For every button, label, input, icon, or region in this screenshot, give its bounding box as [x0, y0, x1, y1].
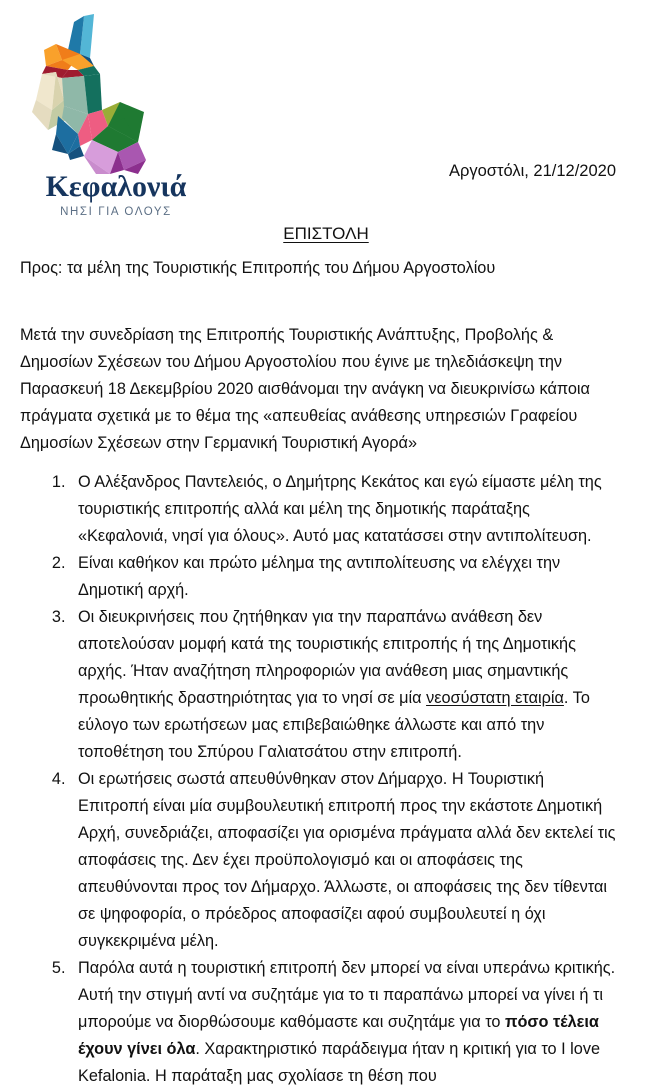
letter-body — [20, 255, 632, 1090]
recipient-line: Προς: τα μέλη της Τουριστικής Επιτροπής του Δήμου Αργοστολίου — [20, 259, 496, 277]
numbered-points-list — [20, 469, 632, 1090]
list-item-text: Ο Αλέξανδρος Παντελειός, ο Δημήτρης Κεκάτος και εγώ είμαστε μέλη της τουριστικής επιτροπής αλλά και μέλη της δημοτικής παράταξης «Κεφαλονιά, νησί για όλους». Αυτό μας κατατάσσει στην αντιπολίτευση. — [78, 473, 602, 545]
page-title — [0, 222, 652, 246]
list-item — [70, 469, 618, 550]
intro-paragraph: Μετά την συνεδρίαση της Επιτροπής Τουριστικής Ανάπτυξης, Προβολής & Δημοσίων Σχέσεων του Δήμου Αργοστολίου που έγινε με τηλεδιάσκεψη την Παρασκευή 18 Δεκεμβρίου 2020 αισθάνομαι την ανάγκη να διευκρινίσω κάποια πράγματα σχετικά με το θέμα της «απευθείας ανάθεσης υπηρεσιών Γραφείου Δημοσίων Σχέσεων στην Γερμανική Τουριστική Αγορά» — [20, 326, 590, 452]
list-item-text: . Το εύλογο των ερωτήσεων μας επιβεβαιώθηκε άλλωστε και από την τοποθέτηση του Σπύρου Γαλιατσάτου στην επιτροπή. — [78, 689, 590, 761]
list-item-text: Παρόλα αυτά η τουριστική επιτροπή δεν μπορεί να είναι υπεράνω κριτικής. Αυτή την στιγμή αντί να συζητάμε για το τι παραπάνω μπορεί να γίνει ή τι μπορούμε να διορθώσουμε καθόμαστε και συζητάμε για το — [78, 959, 616, 1031]
list-item-text: Οι διευκρινήσεις που ζητήθηκαν για την παραπάνω ανάθεση δεν αποτελούσαν μομφή κατά της τουριστικής επιτροπής ή της Δημοτικής αρχής. Ήταν αναζήτηση πληροφοριών για ανάθεση μιας σημαντικής προωθητικής δραστηριότητας για το νησί σε μία — [78, 608, 576, 707]
list-item — [70, 604, 618, 766]
list-item-text: . Χαρακτηριστικό παράδειγμα ήταν η κριτική για το I love Kefalonia. Η παράταξη μας σχολίασε τη θέση που — [78, 1040, 601, 1085]
logo-tagline: ΝΗΣΙ ΓΙΑ ΟΛΟΥΣ — [60, 206, 172, 218]
bold-text: πόσο τέλεια έχουν γίνει όλα — [78, 1013, 599, 1058]
list-item-text: Οι ερωτήσεις σωστά απευθύνθηκαν στον Δήμαρχο. Η Τουριστική Επιτροπή είναι μία συμβουλευτική επιτροπή προς την εκάστοτε Δημοτική Αρχή, συνεδριάζει, αποφασίζει για ορισμένα πράγματα αλλά δεν εκτελεί τις αποφάσεις της. Δεν έχει προϋπολογισμό και οι αποφάσεις της απευθύνονται προς τον Δήμαρχο. Άλλωστε, οι αποφάσεις της δεν τίθενται σε ψηφοφορία, ο πρόεδρος αποφασίζει αφού συμβουλευτεί η όχι συγκεκριμένα μέλη. — [78, 770, 616, 950]
list-item — [70, 766, 618, 955]
logo-wordmark: Κεφαλονιά — [45, 170, 187, 203]
date-line: Αργοστόλι, 21/12/2020 — [448, 162, 616, 180]
list-item-text: Είναι καθήκον και πρώτο μέλημα της αντιπολίτευσης να ελέγχει την Δημοτική αρχή. — [78, 554, 561, 599]
letterhead — [22, 14, 242, 229]
underlined-text: νεοσύστατη εταιρία — [426, 689, 564, 707]
page-title-text: ΕΠΙΣΤΟΛΗ — [283, 224, 369, 243]
list-item — [70, 550, 618, 604]
list-item — [70, 955, 618, 1090]
kefalonia-island-polygon-logo-icon — [22, 14, 207, 174]
